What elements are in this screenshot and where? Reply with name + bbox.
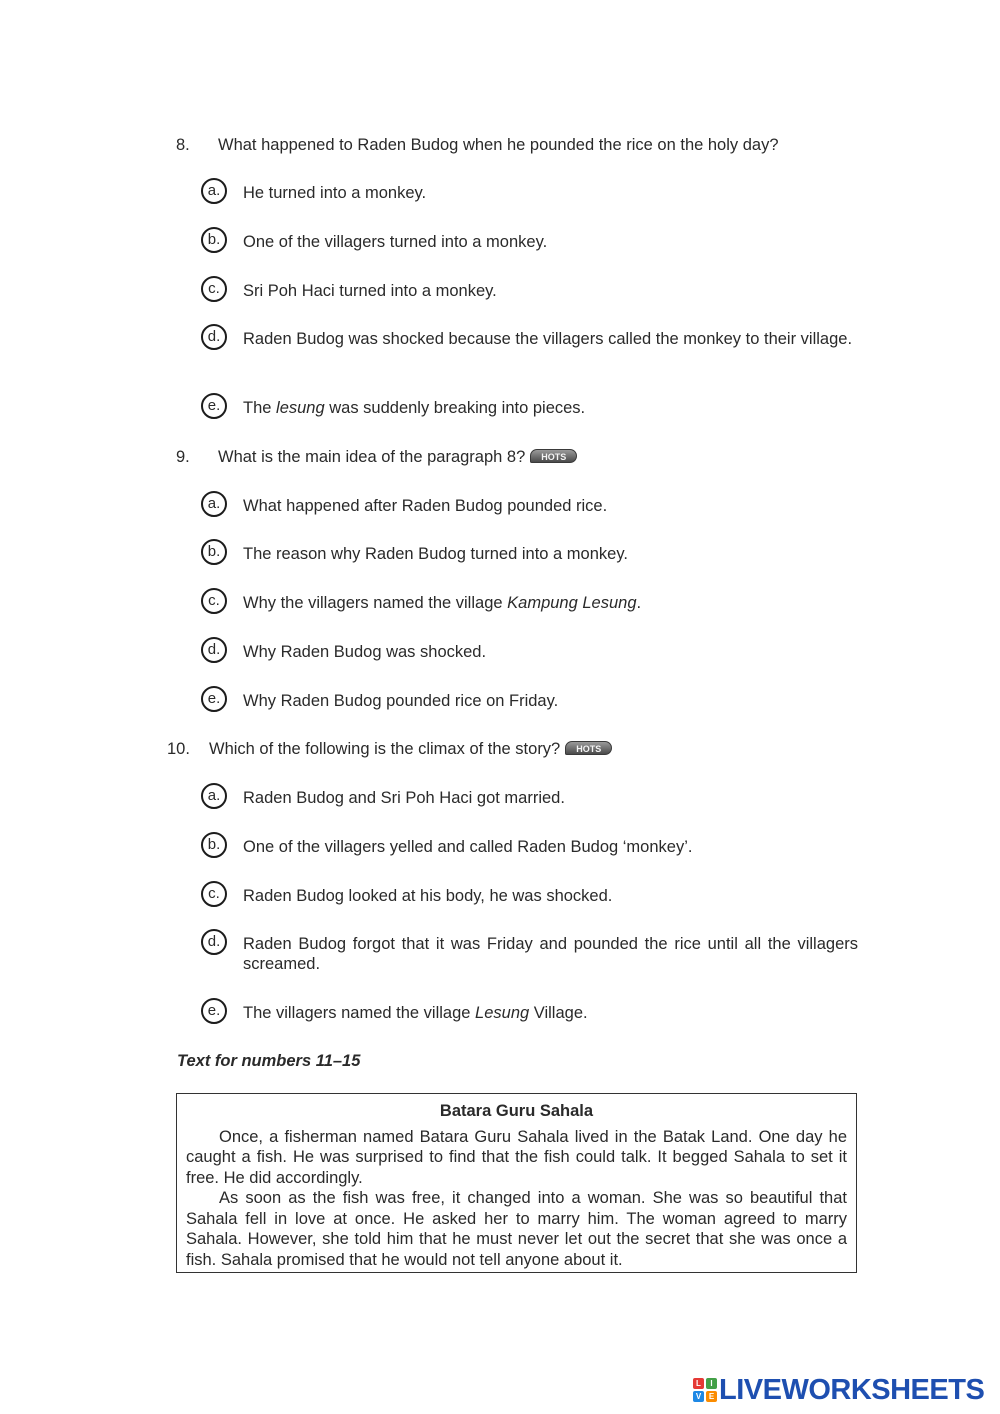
option-letter[interactable]: c. bbox=[201, 881, 227, 907]
story-paragraph-1: Once, a fisherman named Batara Guru Sahala lived in the Batak Land. One day he caught a fish. He was surprised to find that the fish could talk. It begged Sahala to set it free. He did accordingly. bbox=[186, 1127, 847, 1187]
question-text: What happened to Raden Budog when he pounded the rice on the holy day? bbox=[218, 136, 779, 154]
question-text-body: What is the main idea of the paragraph 8? bbox=[218, 448, 526, 466]
option-text: One of the villagers turned into a monkey. bbox=[243, 233, 548, 251]
question-number: 9. bbox=[176, 448, 190, 466]
option-letter[interactable]: e. bbox=[201, 686, 227, 712]
reading-section-heading: Text for numbers 11–15 bbox=[177, 1052, 361, 1070]
option-text-italic: lesung bbox=[276, 399, 325, 417]
option-text-pre: The bbox=[243, 399, 277, 417]
option-text bbox=[243, 398, 858, 418]
question-number: 8. bbox=[176, 136, 190, 154]
option-letter[interactable]: c. bbox=[201, 588, 227, 614]
option-letter[interactable]: e. bbox=[201, 393, 227, 419]
option-text-pre: Why the villagers named the village bbox=[243, 594, 508, 612]
option-text: The reason why Raden Budog turned into a monkey. bbox=[243, 545, 628, 563]
option-letter[interactable]: d. bbox=[201, 929, 227, 955]
story-title: Batara Guru Sahala bbox=[439, 1102, 594, 1120]
logo-mark-letter: L bbox=[693, 1378, 704, 1389]
option-text: One of the villagers yelled and called Raden Budog ‘monkey’. bbox=[243, 838, 693, 856]
option-letter[interactable]: a. bbox=[201, 178, 227, 204]
option-text-italic: Lesung bbox=[475, 1004, 530, 1022]
option-letter[interactable]: a. bbox=[201, 783, 227, 809]
option-text: Raden Budog forgot that it was Friday and pounded the rice until all the villagers screamed. bbox=[243, 935, 858, 973]
option-text bbox=[243, 593, 858, 613]
option-text-pre: The villagers named the village bbox=[243, 1004, 476, 1022]
reading-text-box bbox=[176, 1093, 857, 1273]
option-letter[interactable]: b. bbox=[201, 539, 227, 565]
logo-mark-icon bbox=[693, 1378, 717, 1402]
option-text-post: . bbox=[636, 594, 642, 612]
logo-wordmark: LIVEWORKSHEETS bbox=[719, 1373, 985, 1406]
option-letter[interactable]: b. bbox=[201, 227, 227, 253]
question-text bbox=[218, 447, 577, 467]
question-number: 10. bbox=[167, 740, 190, 758]
story-paragraph-2: As soon as the fish was free, it changed into a woman. She was so beautiful that Sahala fell in love at once. He asked her to marry him. The woman agreed to marry Sahala. However, she told him that he must never let out the secret that she was once a fish. Sahala promised that he would not tell anyone about it. bbox=[186, 1189, 847, 1269]
option-text: Raden Budog looked at his body, he was shocked. bbox=[243, 887, 613, 905]
option-letter[interactable]: c. bbox=[201, 276, 227, 302]
option-text-post: Village. bbox=[529, 1004, 588, 1022]
logo-mark-letter: E bbox=[706, 1391, 717, 1402]
question-text bbox=[209, 739, 612, 759]
option-text: Raden Budog was shocked because the villagers called the monkey to their village. bbox=[243, 330, 853, 348]
option-text-italic: Kampung Lesung bbox=[507, 594, 637, 612]
option-text bbox=[243, 1003, 858, 1023]
option-letter[interactable]: a. bbox=[201, 491, 227, 517]
logo-mark-letter: I bbox=[706, 1378, 717, 1389]
option-letter[interactable]: d. bbox=[201, 324, 227, 350]
option-letter[interactable]: e. bbox=[201, 998, 227, 1024]
hots-badge: HOTS bbox=[565, 741, 612, 755]
option-text: Sri Poh Haci turned into a monkey. bbox=[243, 282, 497, 300]
option-text: Why Raden Budog was shocked. bbox=[243, 643, 487, 661]
option-text: Why Raden Budog pounded rice on Friday. bbox=[243, 692, 559, 710]
liveworksheets-logo[interactable] bbox=[693, 1373, 985, 1406]
hots-badge: HOTS bbox=[530, 449, 577, 463]
question-text-body: Which of the following is the climax of the story? bbox=[209, 740, 561, 758]
option-text-post: was suddenly breaking into pieces. bbox=[324, 399, 586, 417]
option-text: He turned into a monkey. bbox=[243, 184, 427, 202]
option-letter[interactable]: d. bbox=[201, 637, 227, 663]
logo-mark-letter: V bbox=[693, 1391, 704, 1402]
option-text: Raden Budog and Sri Poh Haci got married. bbox=[243, 789, 565, 807]
option-text: What happened after Raden Budog pounded rice. bbox=[243, 497, 608, 515]
option-letter[interactable]: b. bbox=[201, 832, 227, 858]
